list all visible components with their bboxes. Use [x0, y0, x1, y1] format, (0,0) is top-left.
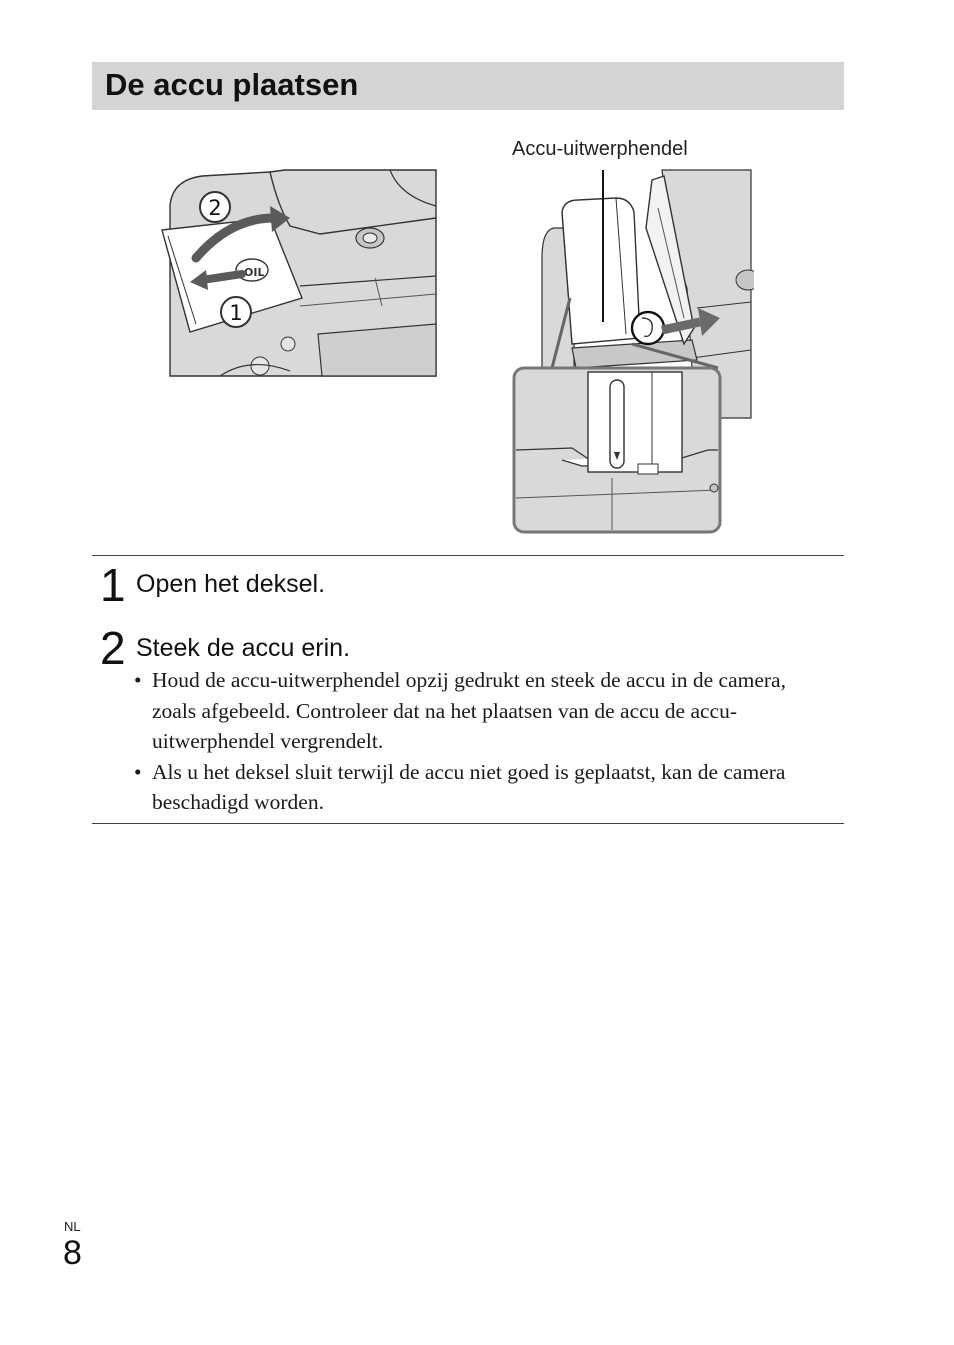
- page-language: NL: [64, 1219, 81, 1234]
- divider-top: [92, 555, 844, 556]
- step-1-text: Open het deksel.: [136, 570, 326, 598]
- camera-cover-illustration: [150, 166, 440, 378]
- bullet-item: [134, 665, 834, 757]
- marker-1: 1: [229, 301, 243, 325]
- step-2-number: 2: [100, 622, 126, 674]
- section-title-bar: [92, 62, 844, 110]
- bullet-item: [134, 757, 834, 818]
- page-number: 8: [63, 1234, 82, 1272]
- svg-text:OIL: OIL: [244, 266, 265, 279]
- marker-2: 2: [208, 196, 222, 220]
- bullet-dot: •: [134, 668, 142, 692]
- divider-bottom: [92, 823, 844, 824]
- section-title: De accu plaatsen: [105, 67, 359, 102]
- bullet-text: Als u het deksel sluit terwijl de accu niet goed is geplaatst, kan de camera beschadigd worden.: [152, 759, 786, 814]
- step-2-text: Steek de accu erin.: [136, 634, 351, 662]
- battery-insert-illustration: [512, 168, 754, 536]
- step-1-number: 1: [100, 559, 126, 611]
- bullet-dot: •: [134, 759, 142, 784]
- bullet-text: Houd de accu-uitwerphendel opzij gedrukt en steek de accu in de camera, zoals afgebeeld. Controleer dat na het plaatsen van de accu de accu-uitwerphendel vergrendelt.: [152, 668, 786, 753]
- callout-label: Accu-uitwerphendel: [512, 138, 688, 160]
- step-2-bullets: [134, 665, 834, 818]
